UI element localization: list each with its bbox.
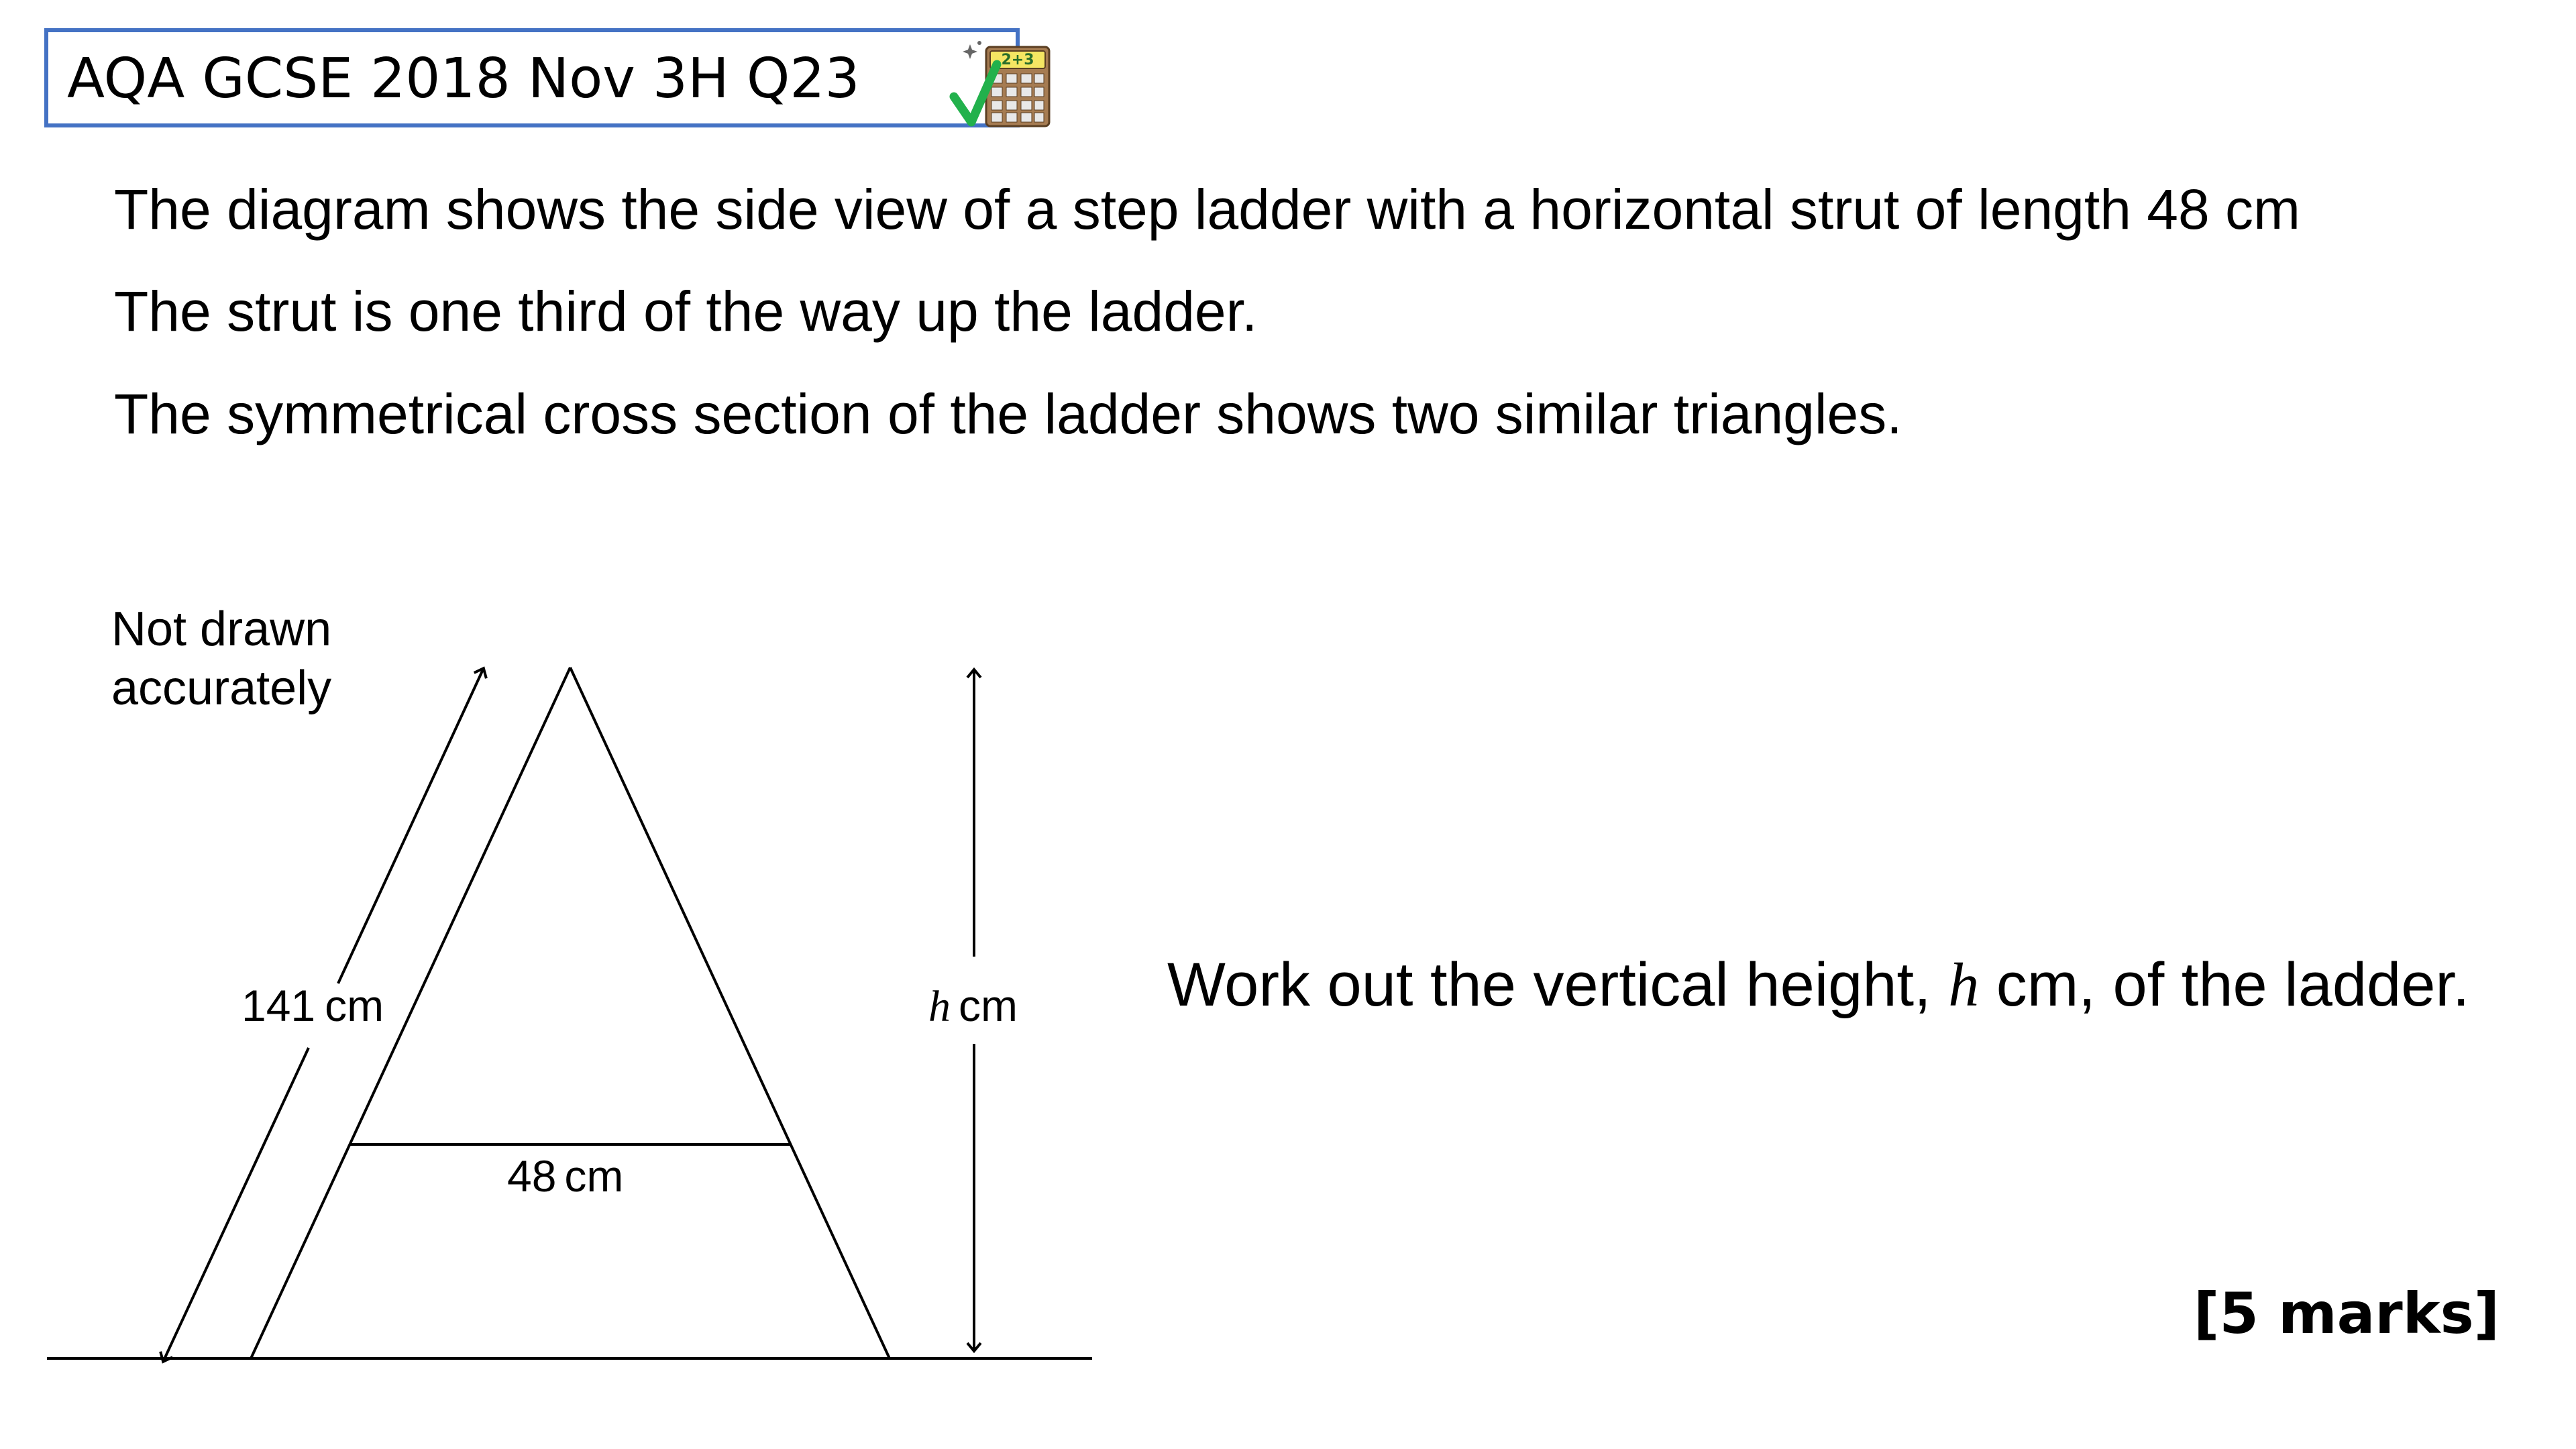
slant-dimension-arrow-lower	[164, 1048, 309, 1360]
prompt-text-start: Work out the vertical height,	[1167, 951, 1949, 1019]
question-header	[44, 28, 1034, 127]
prompt-text-end: cm, of the ladder.	[1979, 951, 2470, 1019]
question-prompt	[1167, 947, 2470, 1022]
height-label	[928, 981, 1018, 1031]
strut-length-unit: cm	[564, 1151, 624, 1201]
slant-length-label	[241, 981, 384, 1030]
calculator-display-text: 2+3	[1001, 52, 1034, 68]
slant-dimension-arrow-upper	[338, 669, 483, 983]
strut-length-number: 48	[507, 1151, 557, 1201]
height-variable: h	[928, 982, 951, 1031]
calculator-allowed-icon	[947, 38, 1055, 129]
ladder-diagram	[0, 590, 1140, 1449]
height-unit: cm	[959, 981, 1018, 1030]
slant-length-unit: cm	[325, 981, 384, 1030]
not-drawn-note-line-1: Not drawn	[111, 602, 332, 656]
strut-length-label	[507, 1151, 623, 1201]
slant-length-number: 141	[241, 981, 316, 1030]
question-text-line-2: The strut is one third of the way up the ladder.	[114, 280, 1258, 343]
not-drawn-note-line-2: accurately	[111, 661, 332, 715]
question-text-line-3: The symmetrical cross section of the ladder shows two similar triangles.	[114, 382, 1902, 445]
question-text-line-1: The diagram shows the side view of a step ladder with a horizontal strut of length 48 cm	[114, 178, 2301, 241]
prompt-variable: h	[1948, 951, 1980, 1019]
ladder-right-leg	[570, 667, 890, 1358]
question-title: AQA GCSE 2018 Nov 3H Q23	[67, 47, 860, 111]
marks-label: [5 marks]	[2194, 1281, 2500, 1346]
sparkle-icon	[963, 41, 981, 59]
